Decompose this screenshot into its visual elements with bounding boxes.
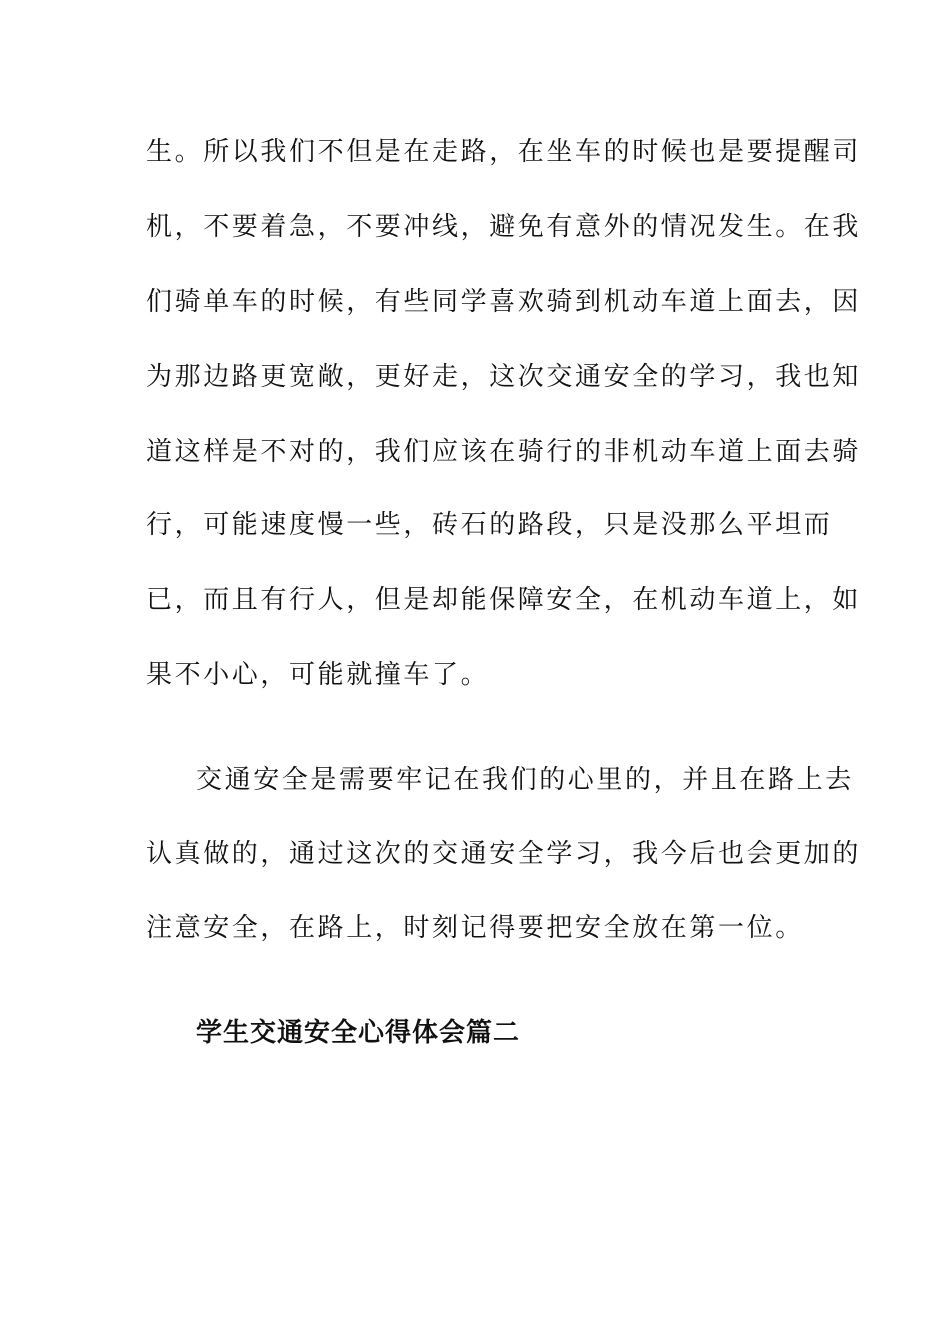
section-heading: 学生交通安全心得体会篇二 xyxy=(196,1018,521,1048)
paragraph-line: 交通安全是需要牢记在我们的心里的，并且在路上去 xyxy=(196,765,854,795)
paragraph-line: 已，而且有行人，但是却能保障安全，在机动车道上，如 xyxy=(146,585,862,615)
paragraph-line: 为那边路更宽敞，更好走，这次交通安全的学习，我也知 xyxy=(146,362,862,392)
paragraph-line: 机，不要着急，不要冲线，避免有意外的情况发生。在我 xyxy=(146,212,862,242)
paragraph-line: 认真做的，通过这次的交通安全学习，我今后也会更加的 xyxy=(146,839,862,869)
paragraph-line: 生。所以我们不但是在走路，在坐车的时候也是要提醒司 xyxy=(146,137,862,167)
paragraph-line: 们骑单车的时候，有些同学喜欢骑到机动车道上面去，因 xyxy=(146,287,862,317)
paragraph-line: 注意安全，在路上，时刻记得要把安全放在第一位。 xyxy=(146,913,804,943)
paragraph-line: 果不小心，可能就撞车了。 xyxy=(146,660,490,690)
paragraph-line: 行，可能速度慢一些，砖石的路段，只是没那么平坦而 xyxy=(146,510,833,540)
paragraph-line: 道这样是不对的，我们应该在骑行的非机动车道上面去骑 xyxy=(146,437,862,467)
